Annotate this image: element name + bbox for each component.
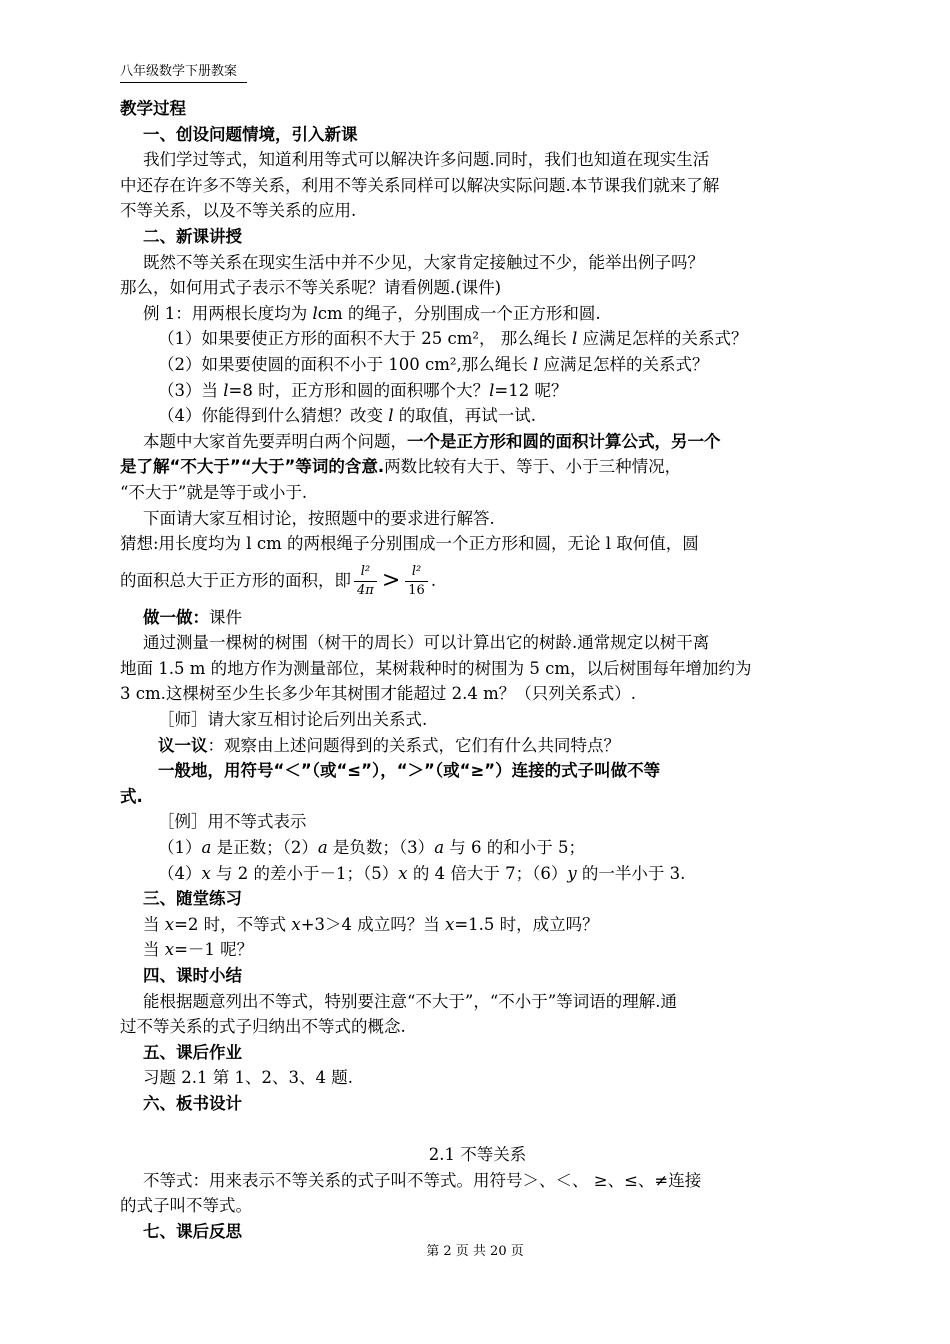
definition-line: 一般地，用符号“＜”（或“≤”），“＞”（或“≥”）连接的式子叫做不等 [158, 761, 661, 781]
section-4-heading: 四、课时小结 [143, 966, 242, 985]
fraction-square-area: $\frac{\text{l²}}{16}$ [405, 563, 428, 600]
homework-line: 习题 2.1 第 1、2、3、4 题. [143, 1068, 353, 1088]
board-title: 2.1 不等关系 [428, 1145, 527, 1165]
paragraph-line: 是了解“不大于”“大于”等词的含意.两数比较有大于、等于、小于三种情况， [120, 457, 682, 477]
section-2-heading: 二、新课讲授 [143, 226, 242, 246]
page-footer: 第 2 页 共 20 页 [426, 1244, 524, 1259]
paragraph-line: 通过测量一棵树的树围（树干的周长）可以计算出它的树龄.通常规定以树干离 [143, 633, 710, 653]
exercise-line: （1）a 是正数；（2）a 是负数；（3）a 与 6 的和小于 5； [158, 838, 586, 858]
spacer [120, 1117, 835, 1143]
section-3-heading: 三、随堂练习 [143, 889, 242, 909]
document-body [120, 96, 835, 1245]
paragraph-line: 不等关系，以及不等关系的应用. [120, 201, 357, 221]
section-6-heading: 六、板书设计 [143, 1093, 242, 1113]
exercise-line: （4）x 与 2 的差小于－1；（5）x 的 4 倍大于 7；（6）y 的一半小于 3. [158, 863, 686, 883]
paragraph-line: 中还存在许多不等关系，利用不等关系同样可以解决实际问题.本节课我们就来了解 [120, 175, 720, 195]
paragraph-line: “不大于”就是等于或小于. [120, 482, 308, 502]
paragraph-line: 地面 1.5 m 的地方作为测量部位，某树栽种时的树围为 5 cm，以后树围每年增加约为 [120, 658, 752, 678]
fraction-circle-area: $\frac{\text{l²}}{4\pi}$ [354, 563, 377, 600]
page-header: 八年级数学下册教案 [120, 62, 247, 83]
question-1: （1）如果要使正方形的面积不大于 25 cm²， 那么绳长 l 应满足怎样的关系式？ [158, 329, 748, 349]
try-it-heading: 做一做：课件 [143, 607, 242, 627]
paragraph-line: 下面请大家互相讨论，按照题中的要求进行解答. [143, 508, 495, 528]
discuss-line: 议一议：观察由上述问题得到的关系式，它们有什么共同特点？ [158, 735, 620, 755]
paragraph-line: 的式子叫不等式。 [120, 1196, 252, 1216]
section-title: 教学过程 [120, 99, 186, 118]
practice-line: 当 x=－1 呢？ [143, 940, 254, 960]
question-2: （2）如果要使圆的面积不小于 100 cm²,那么绳长 l 应满足怎样的关系式？ [158, 354, 709, 374]
definition-line: 式. [120, 786, 143, 806]
question-3: （3）当 l=8 时，正方形和圆的面积哪个大？l=12 呢？ [158, 380, 568, 400]
example-2: ［例］用不等式表示 [158, 812, 307, 832]
paragraph-line: 不等式：用来表示不等关系的式子叫不等式。用符号＞、＜、 ≥、≤、≠连接 [143, 1170, 702, 1190]
practice-line: 当 x=2 时，不等式 x+3＞4 成立吗？当 x=1.5 时，成立吗？ [143, 914, 599, 934]
paragraph-line: 3 cm.这棵树至少生长多少年其树围才能超过 2.4 m？（只列关系式）. [120, 684, 636, 704]
question-4: （4）你能得到什么猜想？改变 l 的取值，再试一试. [158, 406, 537, 426]
paragraph-line: 既然不等关系在现实生活中并不少见，大家肯定接触过不少，能举出例子吗？ [143, 252, 704, 272]
paragraph-line: 本题中大家首先要弄明白两个问题，一个是正方形和圆的面积计算公式，另一个 [143, 431, 721, 451]
paragraph-line: 过不等关系的式子归纳出不等式的概念. [120, 1017, 406, 1037]
guess-line: 猜想:用长度均为 l cm 的两根绳子分别围成一个正方形和圆，无论 l 取何值，圆 [120, 534, 699, 554]
section-5-heading: 五、课后作业 [143, 1042, 242, 1062]
paragraph-line: 能根据题意列出不等式，特别要注意“不大于”，“不小于”等词语的理解.通 [143, 991, 677, 1011]
guess-formula-line: 的面积总大于正方形的面积，即 $\frac{\text{l²}}{4\pi}$ > $\frac{\text{l²}}{16}$ . [120, 563, 437, 598]
paragraph-line: 那么，如何用式子表示不等关系呢？请看例题.(课件) [120, 278, 502, 298]
example-1: 例 1：用两根长度均为 lcm 的绳子，分别围成一个正方形和圆. [143, 303, 601, 323]
paragraph-line: 我们学过等式，知道利用等式可以解决许多问题.同时，我们也知道在现实生活 [143, 150, 710, 170]
paragraph-line: ［师］请大家互相讨论后列出关系式. [158, 710, 428, 730]
section-7-heading: 七、课后反思 [143, 1221, 242, 1241]
section-1-heading: 一、创设问题情境，引入新课 [143, 124, 358, 144]
